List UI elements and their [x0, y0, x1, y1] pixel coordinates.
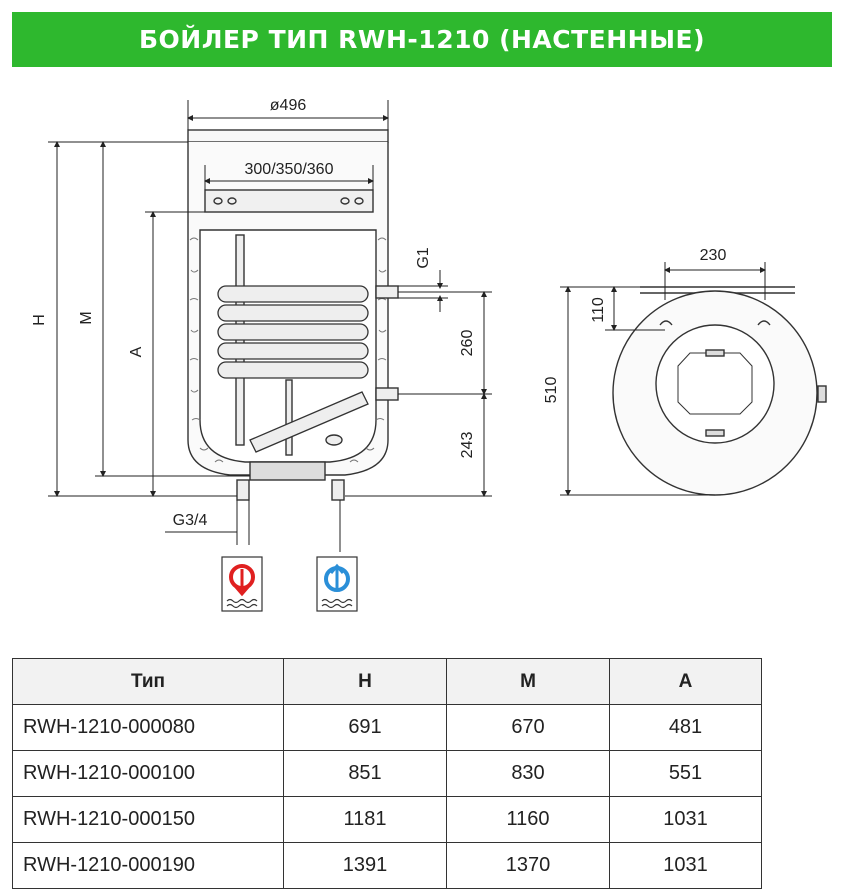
dim-260: 260 — [459, 329, 476, 357]
cell-A: 1031 — [610, 797, 762, 843]
dim-230: 230 — [699, 247, 727, 264]
spec-table — [12, 658, 762, 889]
cell-type: RWH-1210-000100 — [13, 751, 284, 797]
cell-H: 1391 — [284, 843, 447, 889]
header-M: M — [447, 659, 610, 705]
dim-bracket-width: 300/350/360 — [244, 161, 334, 178]
cell-H: 851 — [284, 751, 447, 797]
table-row — [13, 751, 762, 797]
cell-A: 1031 — [610, 843, 762, 889]
dim-243: 243 — [459, 431, 476, 459]
cold-pipe — [332, 480, 344, 500]
cell-A: 481 — [610, 705, 762, 751]
side-view — [188, 130, 398, 500]
dim-G34: G3/4 — [172, 512, 208, 529]
flange-outline — [678, 353, 752, 414]
cell-M: 830 — [447, 751, 610, 797]
table-row — [13, 705, 762, 751]
table-row — [13, 797, 762, 843]
hot-water-outlet-icon — [222, 557, 262, 611]
wall-bracket — [205, 190, 373, 212]
cell-H: 691 — [284, 705, 447, 751]
dim-510: 510 — [543, 376, 560, 404]
table-row — [13, 843, 762, 889]
cell-H: 1181 — [284, 797, 447, 843]
coil-outlet — [376, 388, 398, 400]
hot-pipe — [237, 480, 249, 500]
dim-H: H — [31, 314, 48, 326]
dim-G1: G1 — [415, 247, 432, 269]
dim-diameter: ø496 — [269, 97, 307, 114]
bottom-flange — [250, 462, 325, 480]
tank-top-cap — [188, 130, 388, 142]
header-type: Тип — [13, 659, 284, 705]
cell-M: 1160 — [447, 797, 610, 843]
cell-type: RWH-1210-000190 — [13, 843, 284, 889]
cell-type: RWH-1210-000150 — [13, 797, 284, 843]
title-banner — [12, 12, 832, 67]
boiler-drawing — [0, 80, 844, 640]
header-A: A — [610, 659, 762, 705]
table-header-row — [13, 659, 762, 705]
coil-inlet — [376, 286, 398, 298]
cell-type: RWH-1210-000080 — [13, 705, 284, 751]
dim-A: A — [128, 346, 145, 358]
top-view — [613, 287, 826, 495]
cell-M: 1370 — [447, 843, 610, 889]
header-H: H — [284, 659, 447, 705]
page-title: БОЙЛЕР ТИП RWH-1210 (НАСТЕННЫЕ) — [138, 25, 706, 54]
dim-M: M — [78, 311, 95, 325]
cell-A: 551 — [610, 751, 762, 797]
cell-M: 670 — [447, 705, 610, 751]
cold-water-inlet-icon — [317, 557, 357, 611]
dim-110: 110 — [590, 297, 607, 323]
